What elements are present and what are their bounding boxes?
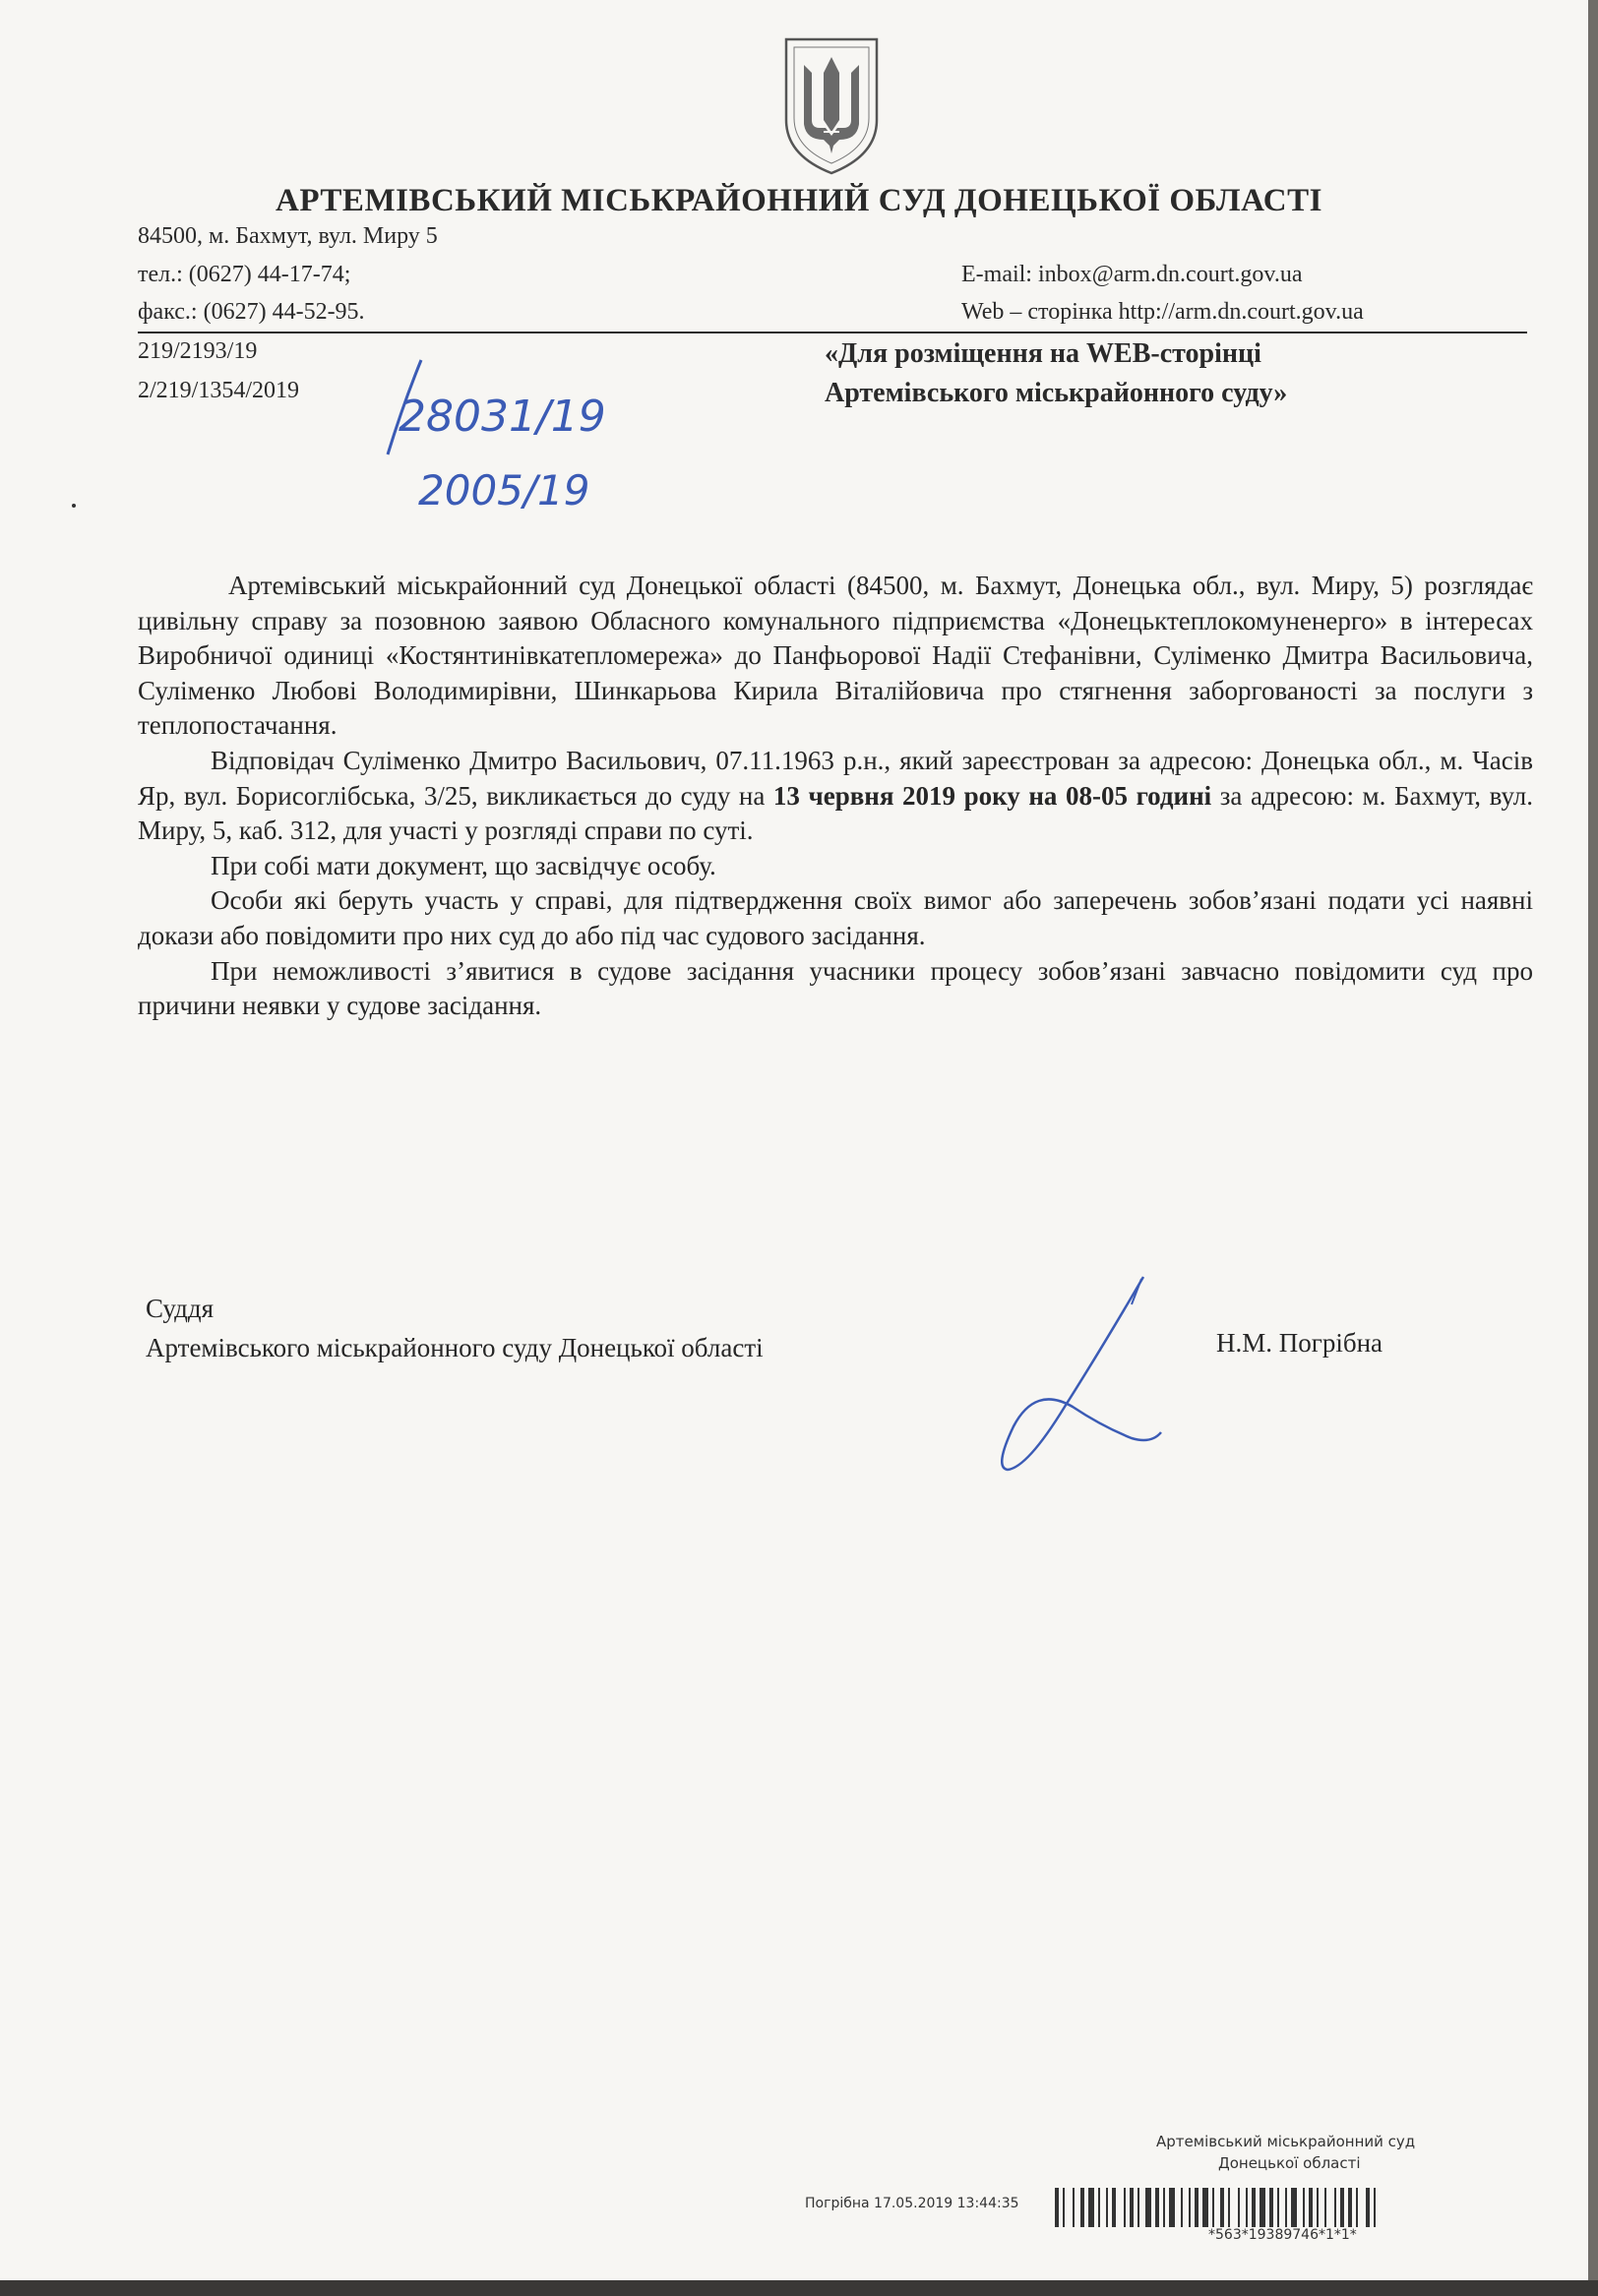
- web-placement-note: [825, 334, 1287, 413]
- body-paragraph-id: При собі мати документ, що засвідчує особу.: [211, 850, 716, 880]
- barcode-bar: [1374, 2188, 1376, 2227]
- handwritten-registration-number-2: 2005/19: [418, 466, 590, 514]
- web-placement-note-line-1: «Для розміщення на WEB-сторінці: [825, 338, 1261, 369]
- barcode-bar: [1181, 2188, 1183, 2227]
- case-number-2: 2/219/1354/2019: [138, 378, 300, 403]
- barcode-bar: [1252, 2188, 1256, 2227]
- barcode-bar: [1269, 2188, 1273, 2227]
- barcode-bar: [1098, 2188, 1100, 2227]
- court-fax: факс.: (0627) 44-52-95.: [138, 299, 365, 325]
- stamp-court-line-2: Донецької області: [1218, 2154, 1361, 2172]
- barcode-bar: [1195, 2188, 1198, 2227]
- judge-name: Н.М. Погрібна: [1216, 1328, 1383, 1358]
- court-phone: тел.: (0627) 44-17-74;: [138, 262, 351, 287]
- barcode-bar: [1063, 2188, 1065, 2227]
- coat-of-arms-emblem: [772, 30, 891, 177]
- hearing-date-time: 13 червня 2019 року на 08-05 годині: [772, 780, 1212, 811]
- barcode-bar: [1055, 2188, 1059, 2227]
- barcode-bar: [1124, 2188, 1126, 2227]
- barcode-bar: [1088, 2188, 1094, 2227]
- barcode-bar: [1356, 2188, 1358, 2227]
- web-placement-note-line-2: Артемівського міськрайонного суду»: [825, 378, 1288, 408]
- barcode-bar: [1080, 2188, 1084, 2227]
- barcode-bar: [1260, 2188, 1265, 2227]
- case-number-1: 219/2193/19: [138, 338, 258, 364]
- barcode-bar: [1277, 2188, 1279, 2227]
- barcode-bar: [1106, 2188, 1108, 2227]
- barcode-bar: [1303, 2188, 1305, 2227]
- barcode-bar: [1309, 2188, 1313, 2227]
- barcode-text: *563*19389746*1*1*: [1208, 2227, 1357, 2243]
- header-divider: [138, 332, 1527, 333]
- barcode-bar: [1220, 2188, 1224, 2227]
- barcode-bar: [1334, 2188, 1336, 2227]
- signature-court: Артемівського міськрайонного суду Донецької області: [146, 1333, 764, 1362]
- barcode-bar: [1155, 2188, 1159, 2227]
- barcode-bar: [1238, 2188, 1240, 2227]
- barcode-bar: [1137, 2188, 1139, 2227]
- barcode-bar: [1202, 2188, 1208, 2227]
- barcode-bar: [1291, 2188, 1297, 2227]
- barcode-bar: [1324, 2188, 1326, 2227]
- body-paragraph-summons: Відповідач Суліменко Дмитро Васильович, 07.11.1963 р.н., який зареєстрован за адресою: Донецька обл., м. Часів Яр, вул. Борисоглібська, 3/25, викликається до суду на 13 червня 2019 року на 08-05 годині за адресою: м. Бахмут, вул. Миру, 5, каб. 312, для участі у розгляді справи по суті.: [138, 745, 1533, 846]
- barcode-bar: [1246, 2188, 1248, 2227]
- barcode-bar: [1145, 2188, 1151, 2227]
- body-paragraph-case: Артемівський міськрайонний суд Донецької області (84500, м. Бахмут, Донецька обл., вул. Миру, 5) розглядає цивільну справу за позовною заявою Обласного комунального підприємства «Донецьктеплокомуненерго» в інтересах Виробничої одиниці «Костянтинівкатепломережа» до Панфьорової Надії Стефанівни, Суліменко Дмитра Васильовича, Суліменко Любові Володимирівни, Шинкарьова Кирила Віталійовича про стягнення заборгованості за послуги з теплопостачання.: [138, 571, 1533, 741]
- barcode-bar: [1317, 2188, 1319, 2227]
- court-email: E-mail: inbox@arm.dn.court.gov.ua: [961, 262, 1303, 287]
- barcode-bar: [1073, 2188, 1075, 2227]
- barcode-bar: [1366, 2188, 1370, 2227]
- signature-block: [146, 1289, 764, 1367]
- barcode-bar: [1340, 2188, 1344, 2227]
- stamp-court-line-1: Артемівський міськрайонний суд: [1156, 2133, 1416, 2150]
- court-website: Web – сторінка http://arm.dn.court.gov.ua: [961, 299, 1364, 325]
- barcode-bar: [1112, 2188, 1116, 2227]
- court-name-heading: АРТЕМІВСЬКИЙ МІСЬКРАЙОННИЙ СУД ДОНЕЦЬКОЇ ОБЛАСТІ: [276, 183, 1322, 218]
- body-paragraph-absence: При неможливості з’явитися в судове засідання учасники процесу зобов’язані завчасно повідомити суд про причини неявки у судове засідання.: [138, 955, 1533, 1021]
- signature-title: Суддя: [146, 1294, 215, 1323]
- scan-edge-right: [1588, 0, 1598, 2296]
- barcode-bar: [1348, 2188, 1352, 2227]
- barcode-bar: [1130, 2188, 1134, 2227]
- body-paragraph-evidence: Особи які беруть участь у справі, для підтвердження своїх вимог або заперечень зобов’язані подати усі наявні докази або повідомити про них суд до або під час судового засідання.: [138, 885, 1533, 950]
- document-barcode: [1055, 2188, 1533, 2227]
- stamp-meta: Погрібна 17.05.2019 13:44:35: [805, 2196, 1019, 2211]
- handwritten-signature: [984, 1259, 1181, 1495]
- barcode-bar: [1163, 2188, 1165, 2227]
- barcode-bar: [1228, 2188, 1230, 2227]
- barcode-bar: [1169, 2188, 1175, 2227]
- handwritten-registration-number: 28031/19: [399, 392, 606, 442]
- summons-body: [138, 569, 1533, 1024]
- barcode-bar: [1189, 2188, 1191, 2227]
- barcode-bar: [1285, 2188, 1287, 2227]
- scan-edge-bottom: [0, 2280, 1598, 2296]
- scan-speck: [72, 504, 76, 508]
- barcode-bar: [1212, 2188, 1214, 2227]
- court-address: 84500, м. Бахмут, вул. Миру 5: [138, 223, 438, 249]
